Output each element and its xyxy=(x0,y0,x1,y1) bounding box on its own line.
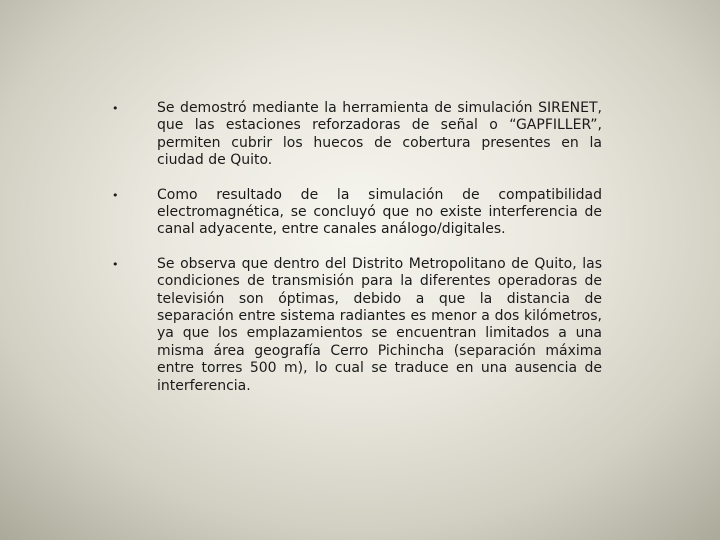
bullet-text: Se demostró mediante la herramienta de simulación SIRENET, que las estaciones reforzadoras de señal o “GAPFILLER”, permiten cubrir los huecos de cobertura presentes en la ciudad de Quito. xyxy=(157,100,602,169)
bullet-text: Se observa que dentro del Distrito Metropolitano de Quito, las condiciones de transmisión para la diferentes operadoras de televisión son óptimas, debido a que la distancia de separación entre sistema radiantes es menor a dos kilómetros, ya que los emplazamientos se encuentran limitados a una misma área geografía Cerro Pichincha (separación máxima entre torres 500 m), lo cual se traduce en una ausencia de interferencia. xyxy=(157,255,602,394)
bullet-item xyxy=(108,256,602,395)
bullet-marker: • xyxy=(112,257,119,271)
bullet-item xyxy=(108,187,602,239)
bullet-item xyxy=(108,100,602,170)
bullet-list xyxy=(108,100,602,395)
bullet-marker: • xyxy=(112,188,119,202)
bullet-text: Como resultado de la simulación de compatibilidad electromagnética, se concluyó que no existe interferencia de canal adyacente, entre canales análogo/digitales. xyxy=(157,186,602,238)
bullet-marker: • xyxy=(112,102,119,115)
